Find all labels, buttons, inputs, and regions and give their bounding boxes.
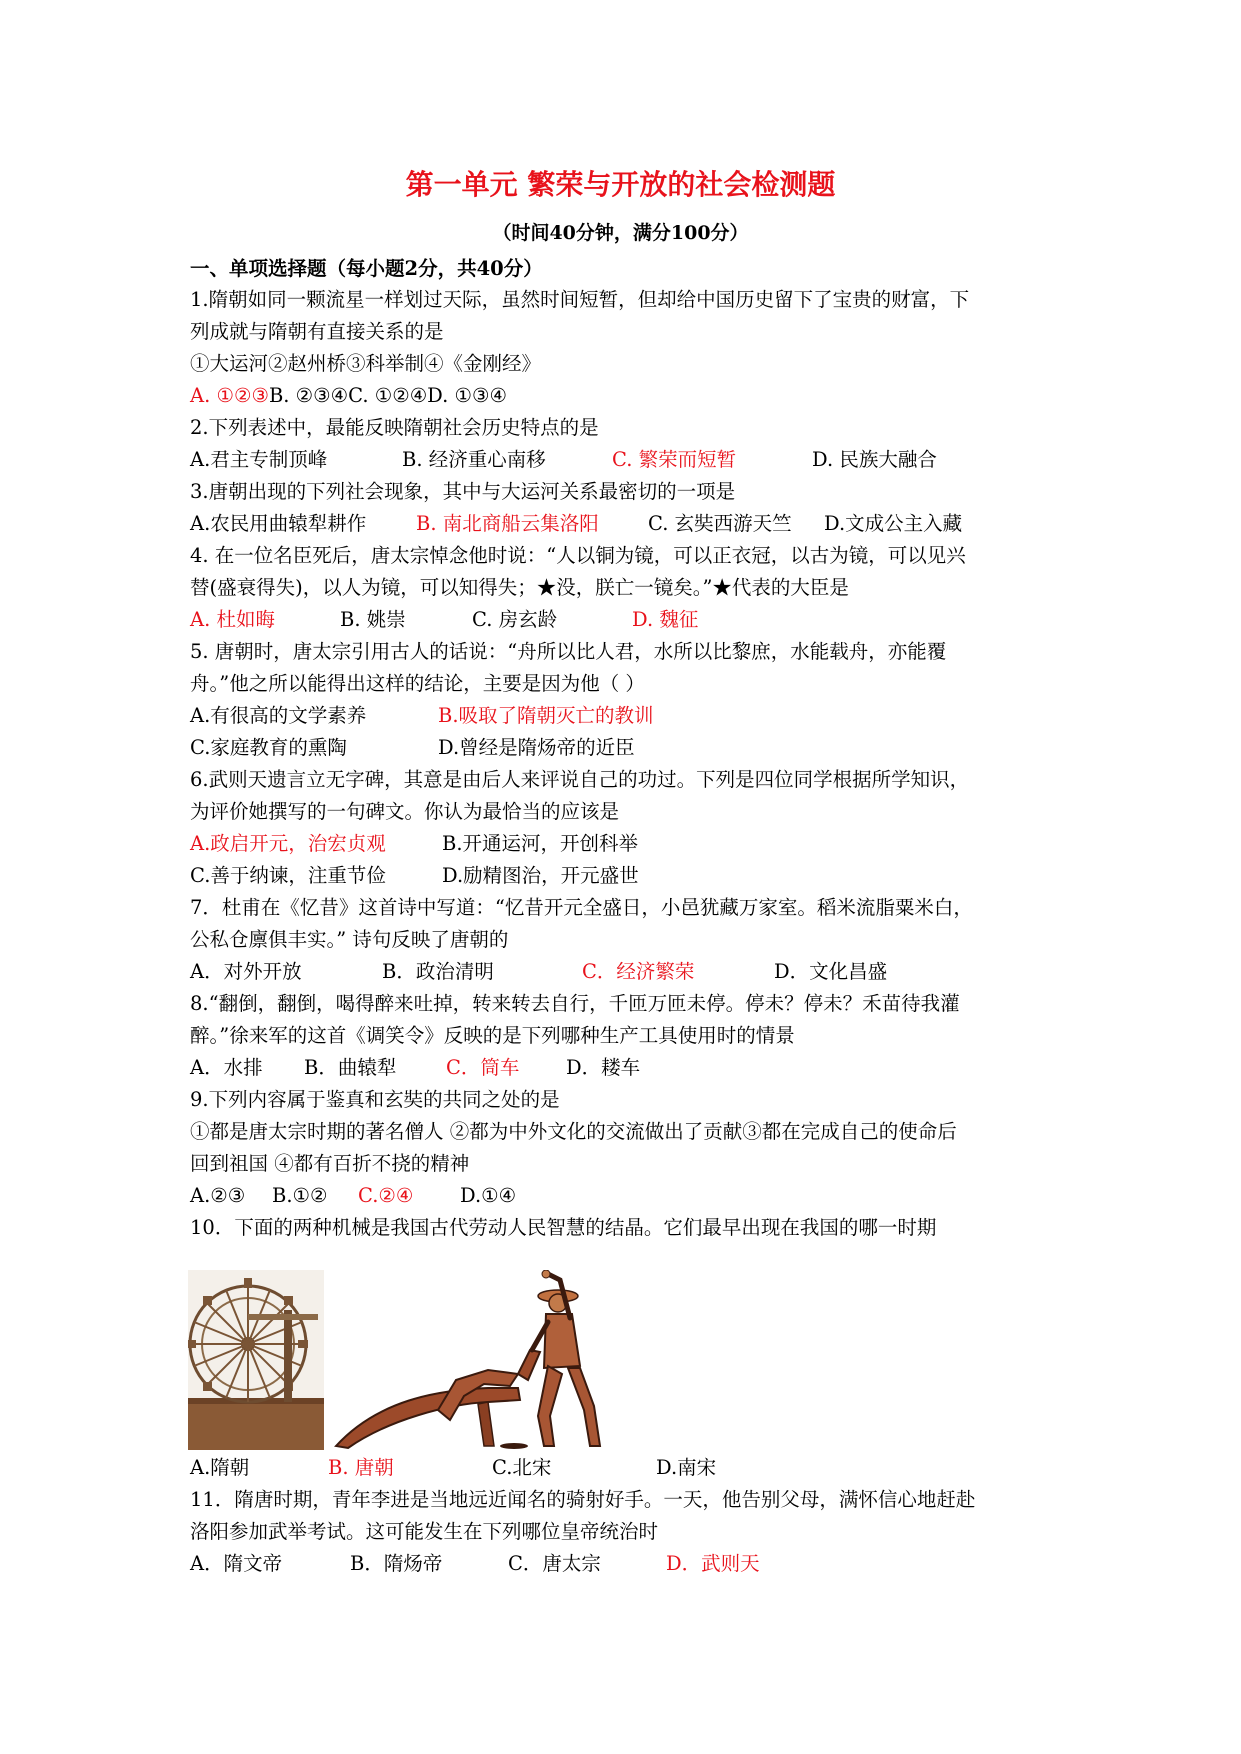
q3-option-c: C. 玄奘西游天竺 [648, 512, 792, 535]
q10-figure [188, 1270, 748, 1450]
q7-option-b: B．政治清明 [382, 960, 494, 983]
q8-options [190, 1054, 1050, 1082]
q4-option-c: C. 房玄龄 [472, 608, 558, 631]
q8-stem-line1: 8.“翻倒，翻倒，喝得醉来吐掉，转来转去自行，千匝万匝未停。停未？停未？禾苗待我灌 [190, 992, 960, 1015]
q10-option-d: D.南宋 [656, 1456, 717, 1479]
q3-option-d: D.文成公主入藏 [824, 512, 963, 535]
q7-options [190, 958, 1050, 986]
q9-stem: 9.下列内容属于鉴真和玄奘的共同之处的是 [190, 1088, 560, 1111]
q7-option-a: A．对外开放 [190, 960, 302, 983]
q1-items: ①大运河②赵州桥③科举制④《金刚经》 [190, 352, 542, 375]
q11-option-d: D．武则天 [666, 1552, 760, 1575]
q1-stem-line2: 列成就与隋朝有直接关系的是 [190, 320, 444, 343]
waterwheel-icon [188, 1270, 324, 1450]
q5-stem-line2: 舟。”他之所以能得出这样的结论，主要是因为他（ ） [190, 672, 645, 695]
q1-options [190, 382, 507, 410]
q6-stem-line2: 为评价她撰写的一句碑文。你认为最恰当的应该是 [190, 800, 620, 823]
q6-option-a: A.政启开元，治宏贞观 [190, 832, 386, 855]
q4-stem-line2: 替(盛衰得失)，以人为镜，可以知得失；★没，朕亡一镜矣。”★代表的大臣是 [190, 576, 849, 599]
q7-stem-line1: 7．杜甫在《忆昔》这首诗中写道：“忆昔开元全盛日，小邑犹藏万家室。稻米流脂粟米白， [190, 896, 973, 919]
q10-option-b: B. 唐朝 [328, 1456, 394, 1479]
q3-option-b: B. 南北商船云集洛阳 [416, 512, 599, 535]
q4-options [190, 606, 1050, 634]
q11-option-c: C．唐太宗 [508, 1552, 601, 1575]
q10-options [190, 1454, 1050, 1482]
q5-options-row1 [190, 702, 1050, 730]
q2-stem: 2.下列表述中，最能反映隋朝社会历史特点的是 [190, 416, 599, 439]
q5-stem-line1: 5. 唐朝时，唐太宗引用古人的话说：“舟所以比人君，水所以比黎庶，水能载舟，亦能覆 [190, 640, 947, 663]
q8-option-a: A．水排 [190, 1056, 263, 1079]
q6-options-row1 [190, 830, 1050, 858]
q11-stem-line2: 洛阳参加武举考试。这可能发生在下列哪位皇帝统治时 [190, 1520, 659, 1543]
q2-option-c: C. 繁荣而短暂 [612, 448, 737, 471]
q1-option-a: A. ①②③ [190, 384, 269, 407]
q6-option-b: B.开通运河，开创科举 [442, 832, 639, 855]
q9-option-a: A.②③ [190, 1184, 246, 1207]
q2-option-b: B. 经济重心南移 [402, 448, 546, 471]
q4-option-d: D. 魏征 [632, 608, 699, 631]
q9-option-c: C.②④ [358, 1184, 414, 1207]
q5-options-row2 [190, 734, 1050, 762]
q6-option-c: C.善于纳谏，注重节俭 [190, 864, 386, 887]
q1-options-rest: B. ②③④C. ①②④D. ①③④ [268, 384, 507, 407]
q11-options [190, 1550, 1050, 1578]
q5-option-d: D.曾经是隋炀帝的近臣 [438, 736, 635, 759]
q9-items-line2: 回到祖国 ④都有百折不挠的精神 [190, 1152, 470, 1175]
q7-stem-line2: 公私仓廪俱丰实。” 诗句反映了唐朝的 [190, 928, 509, 951]
q8-option-c: C．筒车 [446, 1056, 520, 1079]
q6-options-row2 [190, 862, 1050, 890]
q3-option-a: A.农民用曲辕犁耕作 [190, 512, 367, 535]
q10-option-a: A.隋朝 [190, 1456, 250, 1479]
q3-stem: 3.唐朝出现的下列社会现象，其中与大运河关系最密切的一项是 [190, 480, 736, 503]
q8-stem-line2: 醉。”徐来军的这首《调笑令》反映的是下列哪种生产工具使用时的情景 [190, 1024, 795, 1047]
q5-option-b: B.吸取了隋朝灭亡的教训 [438, 704, 654, 727]
q11-option-b: B．隋炀帝 [350, 1552, 443, 1575]
q10-option-c: C.北宋 [492, 1456, 552, 1479]
q11-option-a: A．隋文帝 [190, 1552, 283, 1575]
section-heading: 一、单项选择题（每小题2分，共40分） [190, 257, 543, 280]
q7-option-c: C．经济繁荣 [582, 960, 695, 983]
q5-option-a: A.有很高的文学素养 [190, 704, 367, 727]
q9-option-b: B.①② [272, 1184, 328, 1207]
q2-options [190, 446, 1050, 474]
q11-stem-line1: 11．隋唐时期，青年李进是当地远近闻名的骑射好手。一天，他告别父母，满怀信心地赶赴 [190, 1488, 976, 1511]
q8-option-d: D．耧车 [566, 1056, 641, 1079]
q3-options [190, 510, 1050, 538]
q5-option-c: C.家庭教育的熏陶 [190, 736, 347, 759]
q7-option-d: D．文化昌盛 [774, 960, 888, 983]
q2-option-d: D. 民族大融合 [812, 448, 937, 471]
q6-option-d: D.励精图治，开元盛世 [442, 864, 639, 887]
page-subtitle: （时间40分钟，满分100分） [492, 222, 749, 244]
page-title: 第一单元 繁荣与开放的社会检测题 [405, 168, 836, 201]
q8-option-b: B．曲辕犁 [304, 1056, 397, 1079]
q2-option-a: A.君主专制顶峰 [190, 448, 328, 471]
q4-option-b: B. 姚崇 [340, 608, 406, 631]
q4-stem-line1: 4. 在一位名臣死后，唐太宗悼念他时说：“人以铜为镜，可以正衣冠，以古为镜，可以见兴 [190, 544, 966, 567]
q6-stem-line1: 6.武则天遗言立无字碑，其意是由后人来评说自己的功过。下列是四位同学根据所学知识， [190, 768, 970, 791]
q10-stem: 10．下面的两种机械是我国古代劳动人民智慧的结晶。它们最早出现在我国的哪一时期 [190, 1216, 937, 1239]
q9-option-d: D.①④ [460, 1184, 517, 1207]
curved-plough-icon [336, 1270, 600, 1449]
q9-items-line1: ①都是唐太宗时期的著名僧人 ②都为中外文化的交流做出了贡献③都在完成自己的使命后 [190, 1120, 957, 1143]
q1-stem-line1: 1.隋朝如同一颗流星一样划过天际，虽然时间短暂，但却给中国历史留下了宝贵的财富，下 [190, 288, 970, 311]
q4-option-a: A. 杜如晦 [190, 608, 275, 631]
q9-options [190, 1182, 1050, 1210]
